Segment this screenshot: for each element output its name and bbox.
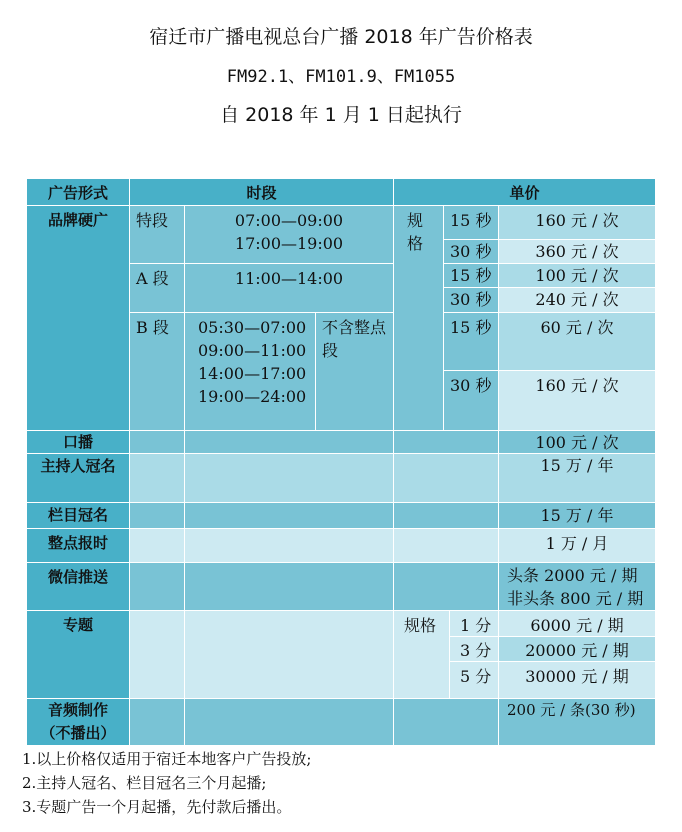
row-label-wechat: 微信推送 (27, 563, 130, 611)
topic-empty-2 (185, 611, 394, 699)
audio-empty-1 (130, 699, 185, 746)
row-label-oral: 口播 (27, 431, 130, 454)
b-30s-price: 160 元 / 次 (499, 371, 656, 431)
page-title: 宿迁市广播电视总台广播 2018 年广告价格表 (149, 26, 533, 48)
host-empty-3 (394, 454, 499, 503)
wechat-empty-3 (394, 563, 499, 611)
topic-1min-duration: 1 分 (450, 611, 499, 637)
audio-empty-2 (185, 699, 394, 746)
column-empty-1 (130, 503, 185, 529)
audio-price: 200 元 / 条(30 秒) (499, 699, 656, 746)
a-30s-price: 240 元 / 次 (499, 288, 656, 313)
note-1: 1.以上价格仅适用于宿迁本地客户广告投放; (22, 750, 312, 768)
topic-5min-price: 30000 元 / 期 (499, 662, 656, 699)
a-15s-duration: 15 秒 (444, 264, 499, 288)
special-15s-price: 160 元 / 次 (499, 206, 656, 240)
effective-date: 自 2018 年 1 月 1 日起执行 (220, 104, 462, 126)
topic-3min-duration: 3 分 (450, 637, 499, 662)
slot-b-label: B 段 (130, 313, 185, 431)
audio-empty-3 (394, 699, 499, 746)
header-ad-type: 广告形式 (27, 179, 130, 206)
wechat-empty-2 (185, 563, 394, 611)
note-3: 3.专题广告一个月起播，先付款后播出。 (22, 798, 292, 816)
oral-empty-3 (394, 431, 499, 454)
host-empty-2 (185, 454, 394, 503)
wechat-price: 头条 2000 元 / 期 非头条 800 元 / 期 (499, 563, 656, 611)
host-empty-1 (130, 454, 185, 503)
topic-1min-price: 6000 元 / 期 (499, 611, 656, 637)
topic-empty-1 (130, 611, 185, 699)
topic-spec-label: 规格 (394, 611, 450, 699)
slot-special-times: 07:00—09:00 17:00—19:00 (185, 206, 394, 264)
b-30s-duration: 30 秒 (444, 371, 499, 431)
column-price: 15 万 / 年 (499, 503, 656, 529)
wechat-empty-1 (130, 563, 185, 611)
a-15s-price: 100 元 / 次 (499, 264, 656, 288)
note-2: 2.主持人冠名、栏目冠名三个月起播; (22, 774, 267, 792)
oral-price: 100 元 / 次 (499, 431, 656, 454)
frequency-line: FM92.1、FM101.9、FM1055 (226, 67, 456, 87)
row-label-hourly-signal: 整点报时 (27, 529, 130, 563)
slot-b-note: 不含整点段 (316, 313, 394, 431)
row-label-host-naming: 主持人冠名 (27, 454, 130, 503)
row-label-topic: 专题 (27, 611, 130, 699)
column-empty-3 (394, 503, 499, 529)
hourly-empty-2 (185, 529, 394, 563)
hourly-price: 1 万 / 月 (499, 529, 656, 563)
host-price: 15 万 / 年 (499, 454, 656, 503)
hourly-empty-1 (130, 529, 185, 563)
row-label-brand: 品牌硬广 (27, 206, 130, 431)
header-time-slot: 时段 (130, 179, 394, 206)
slot-b-times: 05:30—07:00 09:00—11:00 14:00—17:00 19:00—24:00 (185, 313, 316, 431)
row-label-column-naming: 栏目冠名 (27, 503, 130, 529)
brand-spec-label: 规格 (394, 206, 444, 431)
column-empty-2 (185, 503, 394, 529)
special-30s-price: 360 元 / 次 (499, 240, 656, 264)
special-15s-duration: 15 秒 (444, 206, 499, 240)
oral-empty-1 (130, 431, 185, 454)
special-30s-duration: 30 秒 (444, 240, 499, 264)
b-15s-duration: 15 秒 (444, 313, 499, 371)
slot-a-label: A 段 (130, 264, 185, 313)
hourly-empty-3 (394, 529, 499, 563)
row-label-audio: 音频制作 （不播出） (27, 699, 130, 746)
oral-empty-2 (185, 431, 394, 454)
topic-5min-duration: 5 分 (450, 662, 499, 699)
slot-special-label: 特段 (130, 206, 185, 264)
header-unit-price: 单价 (394, 179, 656, 206)
a-30s-duration: 30 秒 (444, 288, 499, 313)
b-15s-price: 60 元 / 次 (499, 313, 656, 371)
slot-a-time: 11:00—14:00 (185, 264, 394, 313)
topic-3min-price: 20000 元 / 期 (499, 637, 656, 662)
